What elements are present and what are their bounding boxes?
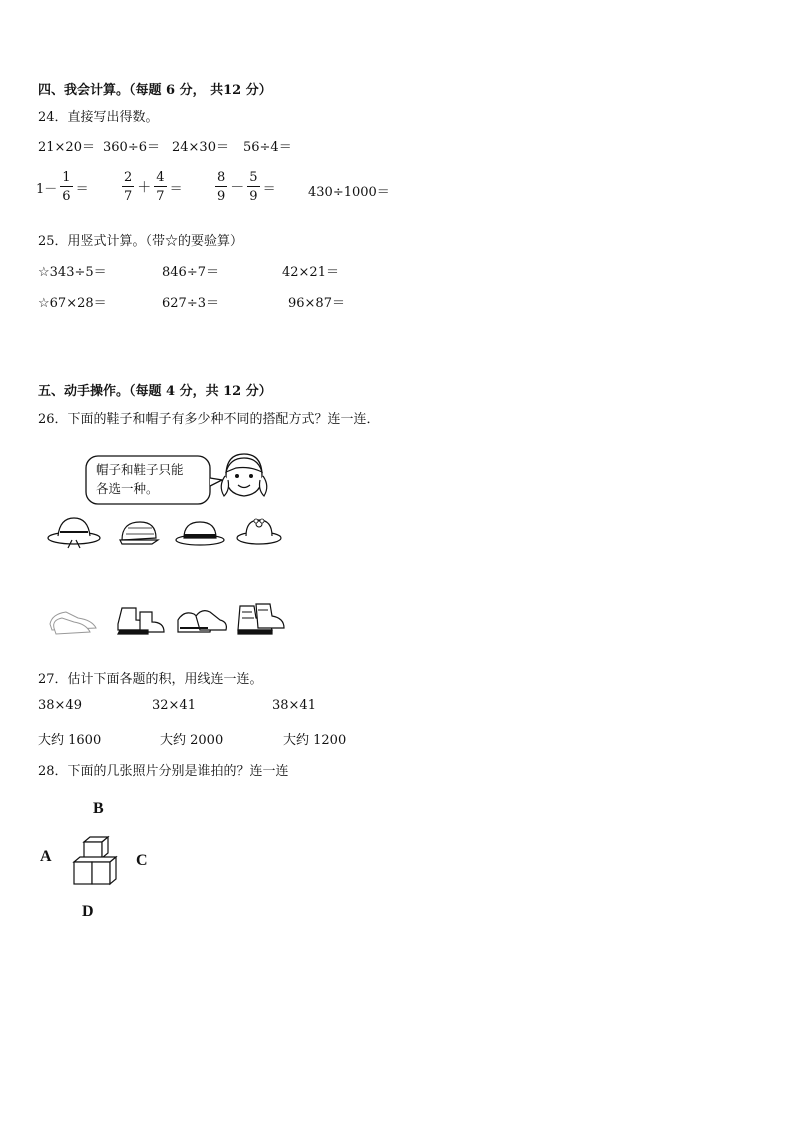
q24-label: 24．直接写出得数。 bbox=[38, 110, 159, 125]
section-4-title: 四、我会计算。（每题 6 分， 共12 分） bbox=[38, 83, 272, 98]
q25-item-3: 42×21＝ bbox=[282, 265, 339, 280]
q27-estimate-3: 大约 1200 bbox=[283, 733, 347, 748]
q27-product-1: 38×49 bbox=[38, 698, 82, 713]
view-label-a: A bbox=[40, 848, 52, 865]
high-top-icon bbox=[238, 604, 284, 634]
q25-item-6: 96×87＝ bbox=[288, 296, 345, 311]
equals: ＝ bbox=[75, 181, 89, 197]
denominator: 7 bbox=[124, 189, 133, 204]
fraction bbox=[154, 171, 166, 203]
shoe-pair-icon bbox=[178, 611, 226, 632]
q27-estimate-1: 大约 1600 bbox=[38, 733, 102, 748]
fraction-lead: 1－ bbox=[36, 181, 58, 197]
equals: ＝ bbox=[169, 181, 183, 197]
q24-fraction-2 bbox=[122, 171, 183, 203]
q25-label: 25．用竖式计算。（带☆的要验算） bbox=[38, 234, 244, 249]
fraction bbox=[215, 171, 227, 203]
q27-product-2: 32×41 bbox=[152, 698, 196, 713]
q28-label: 28．下面的几张照片分别是谁拍的？连一连 bbox=[38, 764, 289, 779]
q25-item-4: ☆67×28＝ bbox=[38, 296, 107, 311]
numerator: 1 bbox=[62, 170, 71, 185]
q25-item-5: 627÷3＝ bbox=[162, 296, 219, 311]
boot-icon bbox=[118, 608, 164, 634]
q24-item-division: 430÷1000＝ bbox=[308, 185, 390, 200]
q24-item-4: 56÷4＝ bbox=[243, 140, 292, 155]
girl-icon bbox=[221, 454, 267, 496]
sneaker-icon bbox=[50, 612, 96, 634]
numerator: 8 bbox=[217, 170, 226, 185]
bubble-line-1: 帽子和鞋子只能 bbox=[96, 462, 184, 477]
operator: ＋ bbox=[137, 180, 152, 196]
section-5-title: 五、动手操作。（每题 4 分，共 12 分） bbox=[38, 384, 272, 399]
view-label-d: D bbox=[82, 903, 94, 920]
numerator: 5 bbox=[249, 170, 258, 185]
denominator: 9 bbox=[217, 189, 226, 204]
cube-stack-figure bbox=[70, 834, 130, 890]
q27-product-3: 38×41 bbox=[272, 698, 316, 713]
view-label-b: B bbox=[93, 800, 104, 817]
q25-item-2: 846÷7＝ bbox=[162, 265, 219, 280]
denominator: 7 bbox=[156, 189, 165, 204]
fedora-icon bbox=[176, 522, 224, 545]
fraction bbox=[122, 171, 134, 203]
q24-item-1: 21×20＝ bbox=[38, 140, 95, 155]
flower-hat-icon bbox=[237, 519, 281, 544]
bubble-text bbox=[96, 460, 184, 498]
numerator: 2 bbox=[124, 170, 133, 185]
shoes-row bbox=[44, 598, 286, 640]
q24-item-2: 360÷6＝ bbox=[103, 140, 160, 155]
bubble-line-2: 各选一种。 bbox=[96, 481, 159, 496]
q27-label: 27．估计下面各题的积，用线连一连。 bbox=[38, 672, 263, 687]
operator: － bbox=[230, 180, 245, 196]
equals: ＝ bbox=[262, 181, 276, 197]
q25-item-1: ☆343÷5＝ bbox=[38, 265, 107, 280]
numerator: 4 bbox=[156, 170, 165, 185]
view-label-c: C bbox=[136, 852, 148, 869]
denominator: 6 bbox=[62, 189, 71, 204]
fraction bbox=[247, 171, 259, 203]
q24-item-3: 24×30＝ bbox=[172, 140, 229, 155]
hat-icon bbox=[48, 518, 100, 548]
denominator: 9 bbox=[249, 189, 258, 204]
hats-row bbox=[44, 510, 286, 554]
q24-fraction-3 bbox=[215, 171, 276, 203]
q27-estimate-2: 大约 2000 bbox=[160, 733, 224, 748]
fraction bbox=[60, 171, 72, 203]
q26-label: 26．下面的鞋子和帽子有多少种不同的搭配方式？连一连． bbox=[38, 412, 380, 427]
cap-icon bbox=[120, 522, 158, 544]
q24-fraction-1 bbox=[36, 171, 89, 203]
